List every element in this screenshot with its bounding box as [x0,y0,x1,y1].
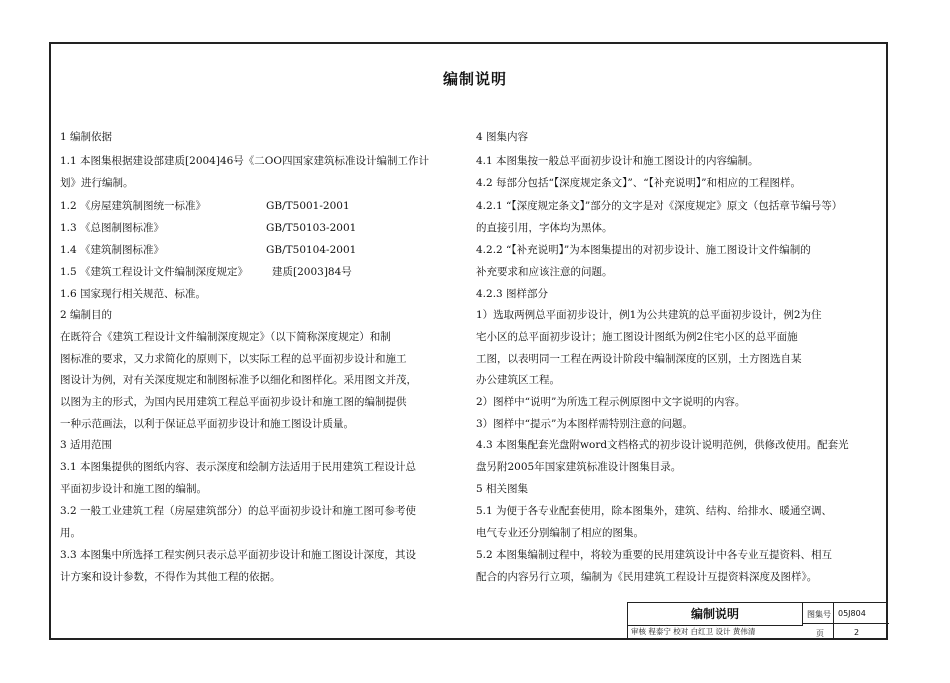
standard-code: 建质[2003]84号 [272,266,352,278]
standard-code: GB/T50104-2001 [266,244,357,256]
text-line: 3）图样中“提示”为本图样需特别注意的问题。 [476,418,693,430]
text-line: 4.2.2 “【补充说明】”为本图集提出的对初步设计、施工图设计文件编制的 [476,244,811,256]
text-line: 1.5 《建筑工程设计文件编制深度规定》 [60,266,249,278]
text-line: 用。 [60,527,81,539]
text-line: 平面初步设计和施工图的编制。 [60,483,207,495]
text-line: 工图，以表明同一工程在两设计阶段中编制深度的区别，土方图选自某 [476,353,802,365]
text-line: 3.3 本图集中所选择工程实例只表示总平面初步设计和施工图设计深度，其设 [60,549,417,561]
text-line: 4.2 每部分包括“【深度规定条文】”、“【补充说明】”和相应的工程图样。 [476,177,802,189]
text-line: 3.1 本图集提供的图纸内容、表示深度和绘制方法适用于民用建筑工程设计总 [60,461,417,473]
text-line: 宅小区的总平面初步设计；施工图设计图纸为例2住宅小区的总平面施 [476,331,798,343]
text-line: 办公建筑区工程。 [476,374,560,386]
page-title: 编制说明 [442,70,507,88]
text-line: 5 相关图集 [476,483,529,495]
text-line: 4.2.1 “【深度规定条文】”部分的文字是对《深度规定》原文（包括章节编号等） [476,200,843,212]
text-line: 5.1 为便于各专业配套使用，除本图集外，建筑、结构、给排水、暖通空调、 [476,505,833,517]
text-line: 在既符合《建筑工程设计文件编制深度规定》（以下简称深度规定）和制 [60,331,391,343]
atlas-number: 05J804 [838,609,866,618]
text-line: 4.1 本图集按一般总平面初步设计和施工图设计的内容编制。 [476,155,759,167]
text-line: 2 编制目的 [60,309,113,321]
text-line: 计方案和设计参数，不得作为其他工程的依据。 [60,571,281,583]
divider [833,603,834,639]
text-line: 1）选取两例总平面初步设计，例1为公共建筑的总平面初步设计，例2为住 [476,309,822,321]
text-line: 4.3 本图集配套光盘附word文档格式的初步设计说明范例，供修改使用。配套光 [476,439,849,451]
divider [802,623,889,624]
text-line: 1.6 国家现行相关规范、标准。 [60,288,207,300]
text-line: 图设计为例，对有关深度规定和制图标准予以细化和图样化。采用图文并茂， [60,374,417,386]
text-line: 1.3 《总图制图标准》 [60,222,165,234]
text-line: 1.1 本图集根据建设部建质[2004]46号《二OO四国家建筑标准设计编制工作计 [60,155,430,167]
standard-code: GB/T50103-2001 [266,222,357,234]
text-line: 划》进行编制。 [60,177,134,189]
text-line: 4 图集内容 [476,131,529,143]
text-line: 图标准的要求，又力求简化的原则下，以实际工程的总平面初步设计和施工 [60,353,407,365]
title-block [627,602,888,640]
text-line: 3.2 一般工业建筑工程（房屋建筑部分）的总平面初步设计和施工图可参考使 [60,505,417,517]
text-line: 电气专业还分别编制了相应的图集。 [476,527,644,539]
page-number: 2 [854,628,860,637]
text-line: 5.2 本图集编制过程中，将较为重要的民用建筑设计中各专业互提资料、相互 [476,549,833,561]
text-line: 一种示范画法，以利于保证总平面初步设计和施工图设计质量。 [60,418,354,430]
signature-row: 审核 程泰宁 校对 白红卫 设计 黄伟清 [631,627,756,636]
text-line: 2）图样中“说明”为所选工程示例原图中文字说明的内容。 [476,396,746,408]
text-line: 1.4 《建筑制图标准》 [60,244,165,256]
text-line: 盘另附2005年国家建筑标准设计图集目录。 [476,461,682,473]
text-line: 1.2 《房屋建筑制图统一标准》 [60,200,207,212]
text-line: 的直接引用，字体均为黑体。 [476,222,613,234]
title-block-title: 编制说明 [628,603,803,626]
standard-code: GB/T5001-2001 [266,200,350,212]
text-line: 以图为主的形式，为国内民用建筑工程总平面初步设计和施工图的编制提供 [60,396,407,408]
text-line: 3 适用范围 [60,439,113,451]
text-line: 补充要求和应该注意的问题。 [476,266,613,278]
text-line: 4.2.3 图样部分 [476,288,549,300]
text-line: 配合的内容另行立项，编制为《民用建筑工程设计互提资料深度及图样》。 [476,571,818,583]
page-label: 页 [816,629,824,638]
text-line: 1 编制依据 [60,131,113,143]
atlas-number-label: 图集号 [807,610,831,619]
